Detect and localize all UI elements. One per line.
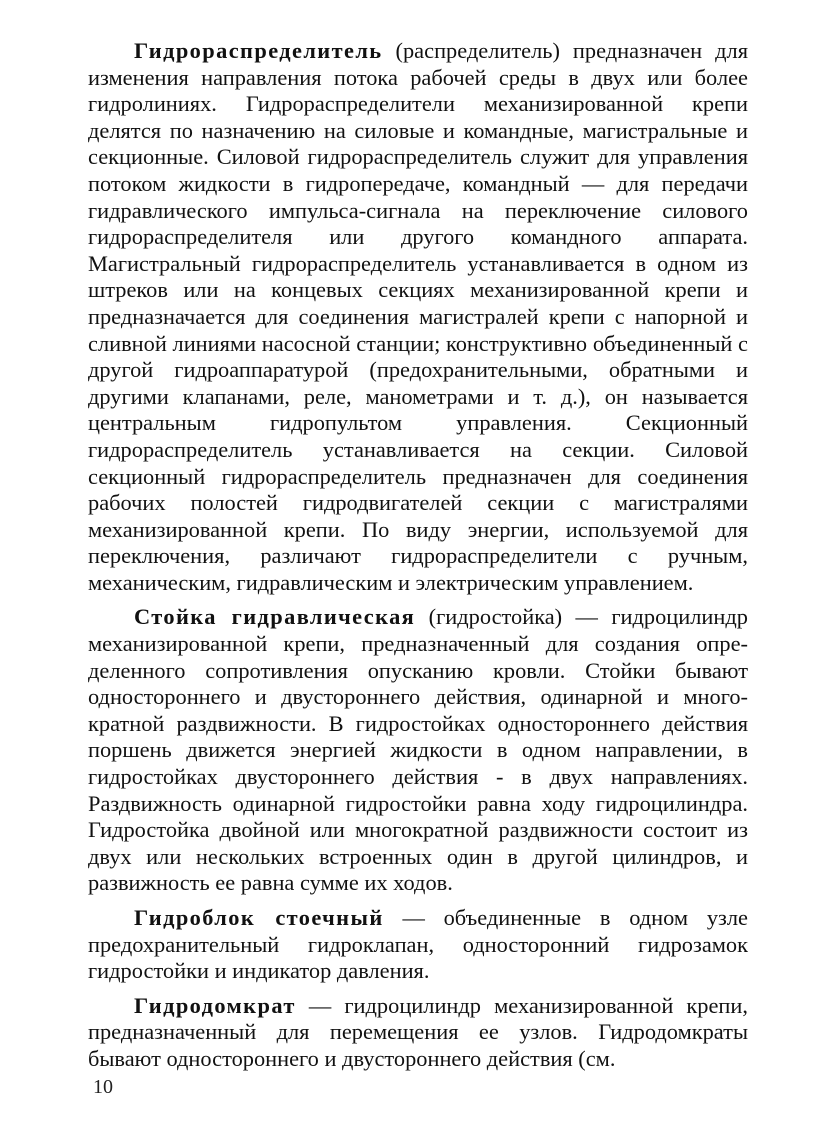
paragraph-hydraulic-prop [88, 604, 748, 897]
page-number: 10 [93, 1076, 113, 1098]
page-text-body [88, 38, 748, 1073]
paragraph-text: — объединенные в одном узле предохранительный гидроклапан, односторонний гидрозамок гидростойки и индикатор давления. [88, 905, 748, 984]
term-heading: Стойка гидравлическая [134, 604, 416, 630]
term-heading: Гидрораспределитель [134, 38, 383, 63]
paragraph-prop-hydroblock [88, 905, 748, 985]
paragraph-hydraulic-jack [88, 993, 748, 1073]
paragraph-text: (гидростойка) — гидроцилиндр механизированной крепи, предназначенный для создания определенного сопротивления опусканию кровли. Стойки бывают одностороннего и двустороннего действия, одинарной и многократной раздвижности. В гидростойках одностороннего действия поршень движется энергией жидкости в одном направлении, в гидростойках двустороннего действия - в двух направлениях. Раздвижность одинарной гидростойки равна ходу гидроцилиндра. Гидростойка двойной или многократной раздвижности состоит из двух или нескольких встроенных один в другой цилиндров, и развижность ее равна сумме их ходов. [88, 604, 748, 896]
term-heading: Гидроблок стоечный [134, 905, 384, 930]
paragraph-text: — гидроцилиндр механизированной крепи, предназначенный для перемещения ее узлов. Гидродомкраты бывают одностороннего и двустороннего действия (см. [88, 992, 748, 1071]
paragraph-text: (распределитель) предназначен для изменения направления потока рабочей среды в двух или более гидролиниях. Гидрораспределители механизированной крепи делятся по назначению на силовые и командные, магистральные и секционные. Силовой гидрораспределитель служит для управления потоком жидкости в гидропередаче, командный — для передачи гидравлического импульса-сигнала на переключение силового гидрораспределителя или другого командного аппарата. Магистральный гидрораспределитель устанавливается в одном из штреков или на концевых секциях механизированной крепи и предназначается для соединения магистралей крепи с напорной и сливной линиями насосной станции; конструктивно объединенный с другой гидроаппаратурой (предохранительными, обратными и другими клапанами, реле, манометрами и т. д.), он называется центральным гидропультом управления. Секционный гидрораспределитель устанавливается на секции. Силовой секционный гидрораспределитель предназначен для соединения рабочих полостей гидродвигателей секции с магистралями механизированной крепи. По виду энергии, используемой для переключения, различают гидрораспределители с ручным, механическим, гидравлическим и электрическим управлением. [88, 38, 748, 595]
paragraph-hydraulic-distributor [88, 38, 748, 596]
term-heading: Гидродомкрат [134, 992, 296, 1018]
